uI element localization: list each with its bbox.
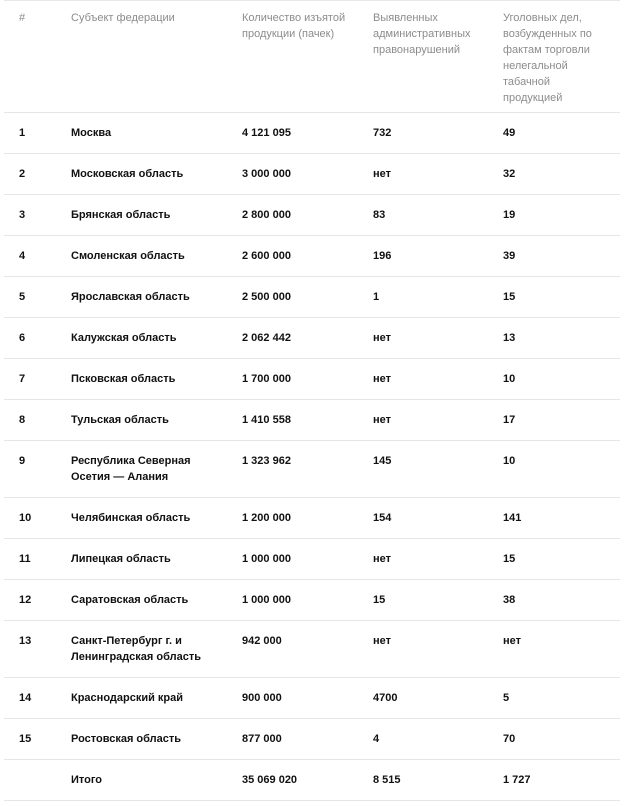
table-row (4, 678, 620, 719)
row-seized-packs: 1 000 000 (242, 594, 291, 606)
total-criminal-cases: 1 727 (503, 774, 531, 786)
row-criminal-cases: 10 (503, 373, 516, 385)
row-criminal-cases: нет (503, 635, 522, 647)
row-number: 4 (19, 250, 26, 262)
total-seized-packs: 35 069 020 (242, 774, 298, 786)
row-region: Краснодарский край (71, 692, 184, 704)
total-label: Итого (71, 774, 103, 786)
row-seized-packs: 4 121 095 (242, 127, 291, 139)
row-number: 10 (19, 512, 32, 524)
table-row (4, 195, 620, 236)
row-seized-packs: 2 800 000 (242, 209, 291, 221)
header-admin-offenses: Выявленных административных правонарушений (373, 12, 471, 56)
row-admin-offenses: нет (373, 373, 392, 385)
row-region: Ярославская область (71, 291, 190, 303)
row-seized-packs: 877 000 (242, 733, 282, 745)
row-admin-offenses: 4 (373, 733, 380, 745)
row-criminal-cases: 5 (503, 692, 510, 704)
table-row (4, 621, 620, 678)
row-criminal-cases: 19 (503, 209, 516, 221)
row-number: 2 (19, 168, 26, 180)
row-admin-offenses: нет (373, 414, 392, 426)
header-number: # (19, 12, 26, 24)
row-seized-packs: 1 000 000 (242, 553, 291, 565)
table-row (4, 318, 620, 359)
row-criminal-cases: 15 (503, 291, 516, 303)
row-region: Москва (71, 127, 112, 139)
row-region: Смоленская область (71, 250, 185, 262)
table-row (4, 154, 620, 195)
row-region: Ростовская область (71, 733, 182, 745)
row-number: 12 (19, 594, 32, 606)
row-number: 6 (19, 332, 26, 344)
row-seized-packs: 900 000 (242, 692, 282, 704)
table-row (4, 236, 620, 277)
row-seized-packs: 1 700 000 (242, 373, 291, 385)
row-criminal-cases: 15 (503, 553, 516, 565)
row-seized-packs: 1 200 000 (242, 512, 291, 524)
row-admin-offenses: 15 (373, 594, 386, 606)
row-number: 14 (19, 692, 32, 704)
row-seized-packs: 3 000 000 (242, 168, 291, 180)
row-admin-offenses: 154 (373, 512, 392, 524)
row-number: 5 (19, 291, 26, 303)
table-row (4, 359, 620, 400)
row-number: 13 (19, 635, 32, 647)
row-number: 9 (19, 455, 26, 467)
row-criminal-cases: 10 (503, 455, 516, 467)
table-row (4, 113, 620, 154)
header-criminal-cases: Уголовных дел, возбужденных по фактам торговли нелегальной табачной продукцией (503, 12, 592, 104)
data-table (4, 0, 620, 801)
row-criminal-cases: 13 (503, 332, 516, 344)
row-criminal-cases: 38 (503, 594, 516, 606)
row-region: Липецкая область (71, 553, 171, 565)
row-seized-packs: 2 062 442 (242, 332, 291, 344)
row-criminal-cases: 49 (503, 127, 516, 139)
header-seized-packs: Количество изъятой продукции (пачек) (242, 12, 346, 40)
row-number: 3 (19, 209, 26, 221)
row-seized-packs: 1 323 962 (242, 455, 291, 467)
table-row (4, 277, 620, 318)
row-criminal-cases: 32 (503, 168, 516, 180)
row-region: Московская область (71, 168, 184, 180)
row-admin-offenses: нет (373, 553, 392, 565)
table-row (4, 719, 620, 760)
row-seized-packs: 2 600 000 (242, 250, 291, 262)
row-number: 8 (19, 414, 26, 426)
row-admin-offenses: 732 (373, 127, 392, 139)
row-region: Брянская область (71, 209, 171, 221)
header-region: Субъект федерации (71, 12, 175, 24)
row-admin-offenses: 1 (373, 291, 380, 303)
row-criminal-cases: 17 (503, 414, 516, 426)
row-admin-offenses: 4700 (373, 692, 398, 704)
table-header-row (4, 1, 620, 113)
row-region: Республика Северная Осетия — Алания (71, 455, 191, 483)
row-admin-offenses: нет (373, 635, 392, 647)
row-admin-offenses: нет (373, 168, 392, 180)
row-number: 15 (19, 733, 32, 745)
row-seized-packs: 2 500 000 (242, 291, 291, 303)
table-row (4, 441, 620, 498)
row-region: Санкт-Петербург г. и Ленинградская область (71, 635, 201, 663)
row-region: Тульская область (71, 414, 169, 426)
row-seized-packs: 1 410 558 (242, 414, 291, 426)
row-criminal-cases: 39 (503, 250, 516, 262)
row-region: Челябинская область (71, 512, 191, 524)
row-admin-offenses: нет (373, 332, 392, 344)
row-admin-offenses: 145 (373, 455, 392, 467)
row-number: 1 (19, 127, 26, 139)
row-admin-offenses: 83 (373, 209, 386, 221)
table-row (4, 498, 620, 539)
row-seized-packs: 942 000 (242, 635, 282, 647)
row-number: 7 (19, 373, 26, 385)
row-region: Калужская область (71, 332, 177, 344)
table-row (4, 400, 620, 441)
row-admin-offenses: 196 (373, 250, 392, 262)
table-total-row (4, 760, 620, 801)
total-admin-offenses: 8 515 (373, 774, 401, 786)
row-criminal-cases: 141 (503, 512, 522, 524)
row-region: Саратовская область (71, 594, 189, 606)
row-criminal-cases: 70 (503, 733, 516, 745)
table-row (4, 580, 620, 621)
row-number: 11 (19, 553, 31, 565)
table-row (4, 539, 620, 580)
row-region: Псковская область (71, 373, 176, 385)
